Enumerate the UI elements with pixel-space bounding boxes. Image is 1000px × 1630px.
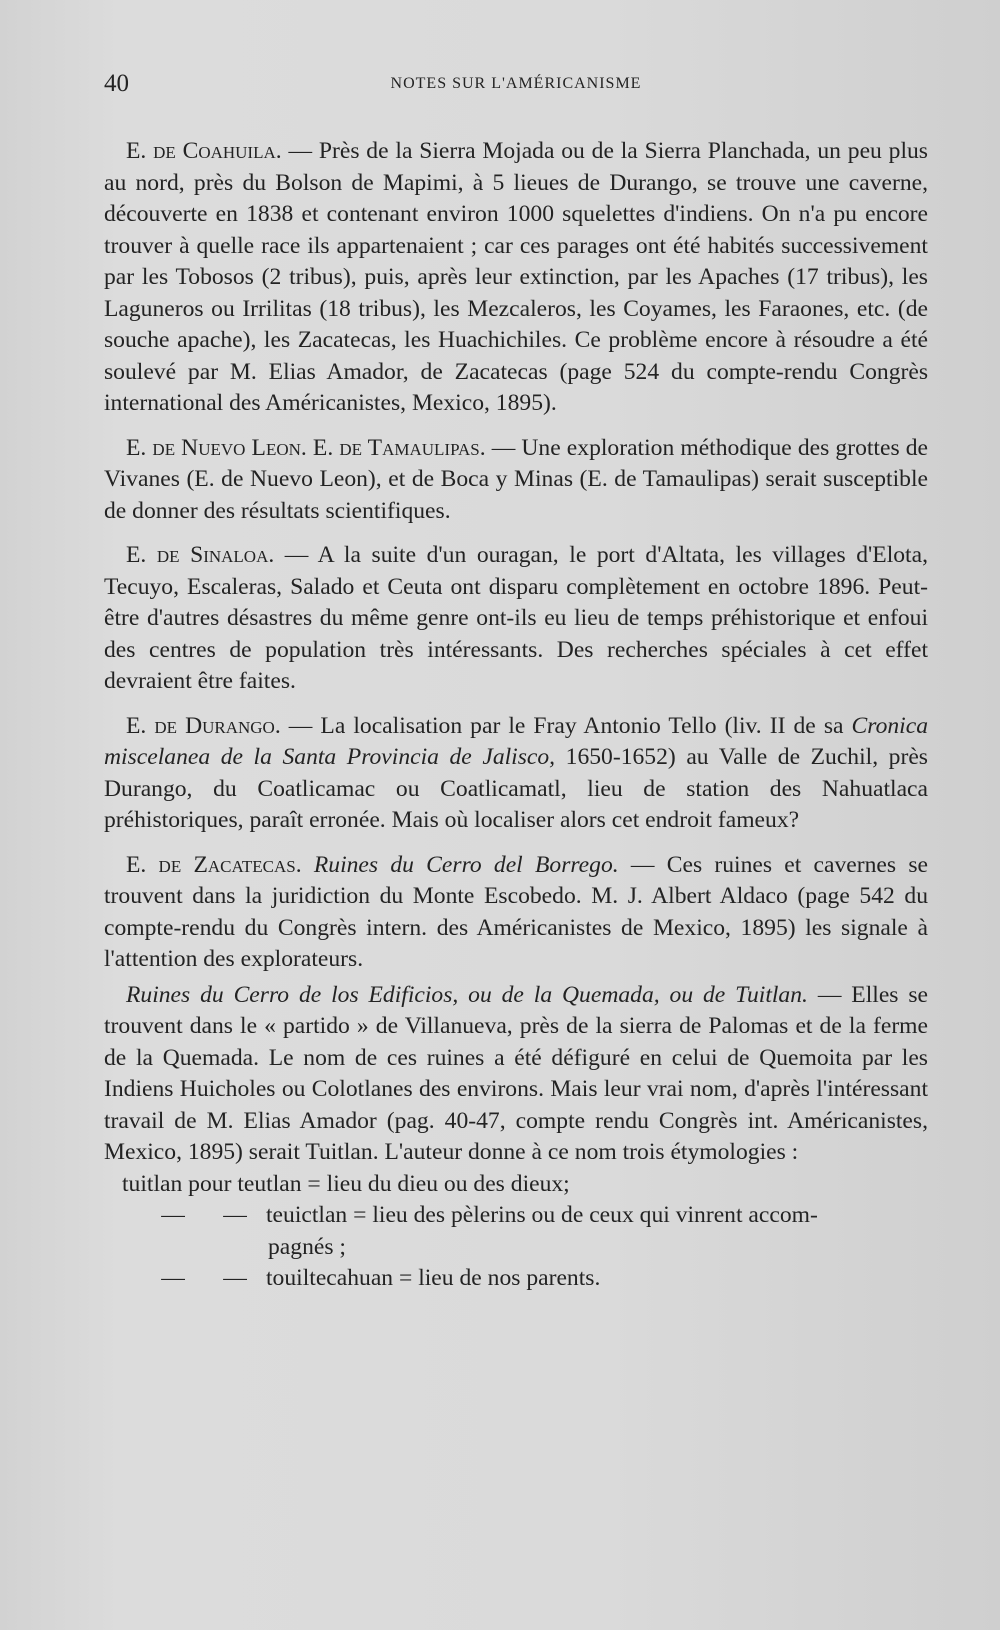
paragraph-text: — A la suite d'un ouragan, le port d'Altata, les villages d'Elota, Tecuyo, Escaleras, Salado et Ceuta ont disparu complètement en octobre 1896. Peut-être d'autres désastres du même genre ont-ils eu lieu de temps préhistorique et enfoui des centres de population très intéressants. Des recherches spéciales à cet effet devraient être faites. (104, 542, 928, 694)
ditto-dash: — (223, 1265, 247, 1291)
state-heading: E. de Sinaloa. (126, 542, 275, 568)
etymology-text: teuictlan = lieu des pèlerins ou de ceux qui vinrent accom- (266, 1202, 818, 1228)
paragraph-durango (104, 711, 928, 837)
etymology-continuation (104, 1232, 928, 1264)
state-heading: E. de Tamaulipas. (312, 434, 486, 461)
page-body (104, 136, 928, 1295)
running-header (104, 62, 928, 98)
ditto-dash: — (223, 1202, 247, 1228)
ruins-title: Ruines du Cerro de los Edificios, ou de la Quemada, ou de Tuitlan. (126, 981, 808, 1008)
etymology-item (104, 1169, 928, 1201)
ditto-dash: — (161, 1265, 185, 1291)
paragraph-quemada (104, 980, 928, 1169)
ditto-dash: — (161, 1202, 185, 1228)
etymology-item (104, 1200, 928, 1232)
paragraph-text: 1650-1652) au Valle de Zuchil, près Durango, du Coatlicamac ou Coatlicamatl, lieu de station des Nahuatlaca préhistoriques, paraît erronée. Mais où localiser alors cet endroit fameux? (104, 744, 928, 833)
state-heading: E. de Nuevo Leon. (126, 434, 307, 461)
paragraph-text: — Près de la Sierra Mojada ou de la Sierra Planchada, un peu plus au nord, près du Bolson de Mapimi, à 5 lieues de Durango, se trouve une caverne, découverte en 1838 et contenant environ 1000 squelettes d'indiens. On n'a pu encore trouver à quelle race ils appartenaient ; car ces parages ont été habités successivement par les Tobosos (2 tribus), puis, après leur extinction, par les Apaches (17 tribus), les Laguneros ou Irrilitas (18 tribus), les Mezcaleros, les Coyames, les Faraones, etc. (de souche apache), les Zacatecas, les Huachichiles. Ce problème encore à résoudre a été soulevé par M. Elias Amador, de Zacatecas (page 524 du compte-rendu Congrès international des Américanistes, Mexico, 1895). (104, 138, 928, 416)
paragraph-text: — Une exploration méthodique des grottes de Vivanes (E. de Nuevo Leon), et de Boca y Minas (E. de Tamaulipas) serait susceptible de donner des résultats scientifiques. (104, 434, 928, 524)
page-number: 40 (104, 70, 129, 97)
running-title: NOTES SUR L'AMÉRICANISME (390, 75, 642, 92)
etymology-item (104, 1263, 928, 1295)
state-heading: E. de Zacatecas. (126, 851, 302, 878)
paragraph-text: — Ces ruines et cavernes se trouvent dans la juridiction du Monte Escobedo. M. J. Albert Aldaco (page 542 du compte-rendu du Congrès intern. des Américanistes de Mexico, 1895) les signale à l'attention des explorateurs. (104, 851, 928, 972)
paragraph-coahuila (104, 136, 928, 420)
paragraph-zacatecas (104, 850, 928, 976)
ruins-title: Ruines du Cerro del Borrego. (313, 851, 619, 878)
paragraph-text: — La localisation par le Fray Antonio Tello (liv. II de sa (280, 712, 852, 739)
etymology-list (104, 1169, 928, 1295)
paragraph-nuevo-leon (104, 433, 928, 528)
etymology-text: pagnés ; (268, 1233, 346, 1260)
paragraph-text: — Elles se trouvent dans le « partido » de Villanueva, près de la sierra de Palomas et de la ferme de la Quemada. Le nom de ces ruines a été défiguré en celui de Quemoita par les Indiens Huicholes ou Colotlanes des environs. Mais leur vrai nom, d'après l'intéressant travail de M. Elias Amador (pag. 40-47, compte rendu Congrès int. Américanistes, Mexico, 1895) serait Tuitlan. L'auteur donne à ce nom trois étymologies : (104, 981, 929, 1165)
paragraph-sinaloa (104, 540, 928, 698)
state-heading: E. de Coahuila. (126, 138, 282, 164)
state-heading: E. de Durango. (126, 712, 281, 739)
etymology-text: touiltecahuan = lieu de nos parents. (266, 1265, 601, 1291)
etymology-text: tuitlan pour teutlan = lieu du dieu ou des dieux; (122, 1170, 570, 1197)
work-title: Cronica miscelanea de la Santa Provincia de Jalisco, (104, 712, 928, 770)
